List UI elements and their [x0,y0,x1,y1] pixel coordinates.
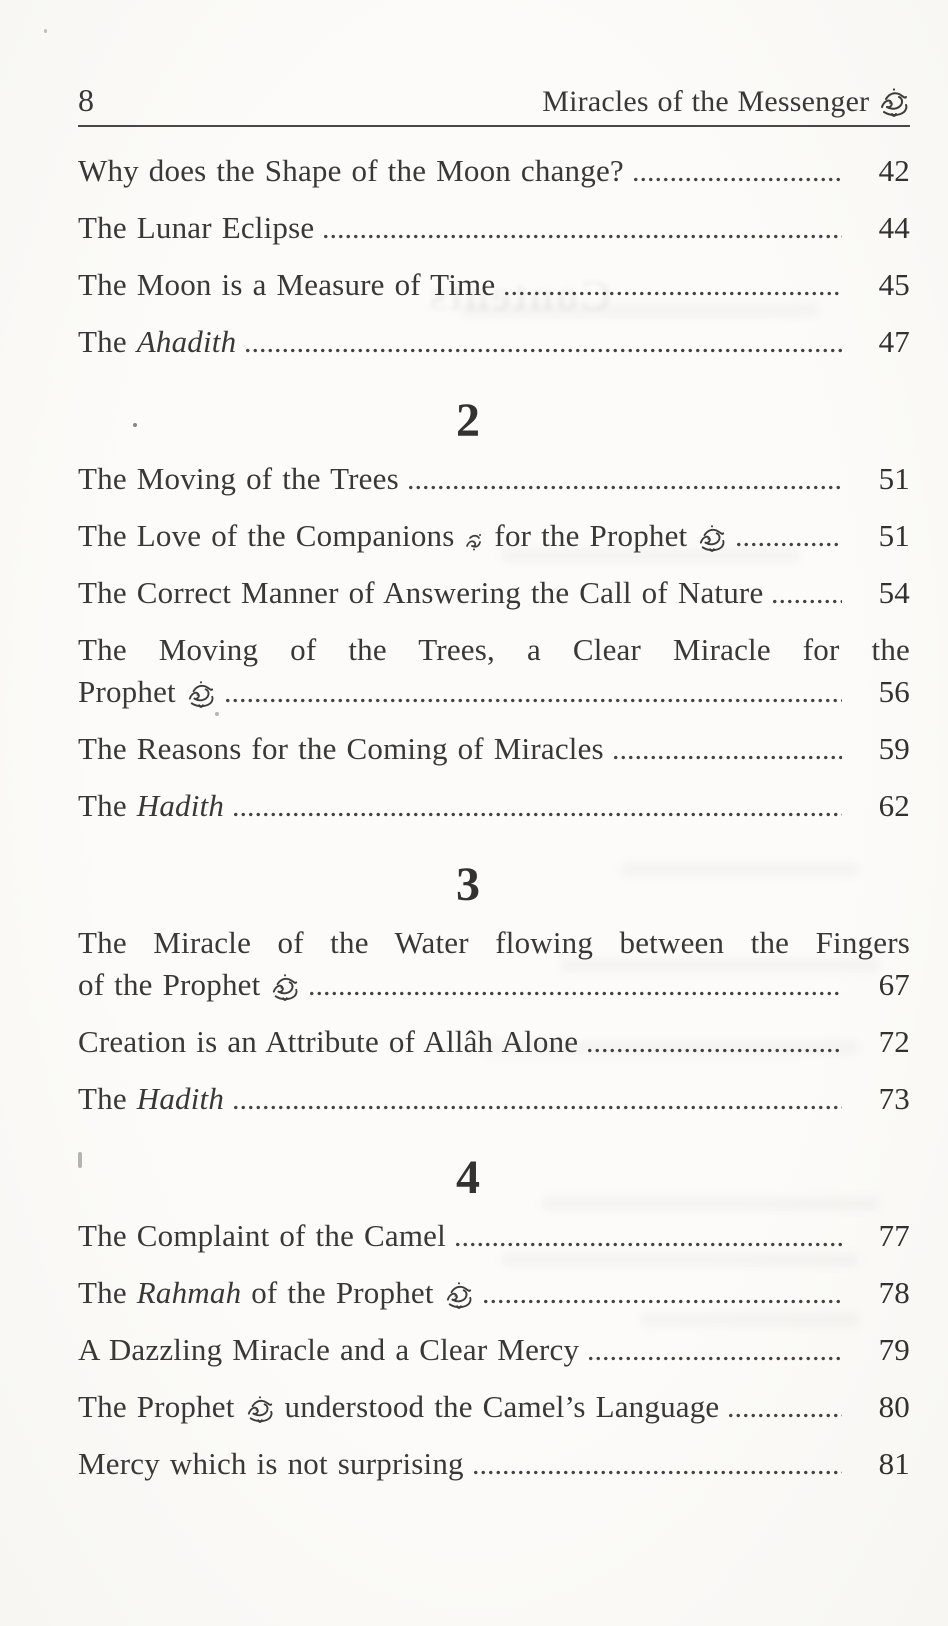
saw-honorific-icon [270,973,300,1001]
toc-entry [78,925,910,1003]
toc-entry-page-number: 45 [878,267,910,302]
page-number: 8 [78,82,94,118]
dot-leader [224,674,842,710]
chapter-number-heading: 2 [456,394,480,447]
toc-entry-row [78,1275,910,1311]
toc-entry-row [78,674,910,710]
toc-entry-title: The Correct Manner of Answering the Call of Nature [78,575,764,610]
page-header [78,82,910,120]
toc-entry-title: The Reasons for the Coming of Miracles [78,731,604,766]
ink-speck [44,29,47,33]
saw-honorific-icon [878,87,910,117]
toc-entry [78,788,910,824]
toc-entry-page-number: 77 [878,1218,910,1253]
toc-entry-title: Mercy which is not surprising [78,1446,464,1481]
toc-entry-page-number: 51 [878,518,910,553]
table-of-contents [78,153,910,1482]
toc-entry-page-number: 42 [878,153,910,188]
toc-entry-page-number: 54 [878,575,910,610]
toc-entry [78,210,910,246]
toc-entry [78,1389,910,1425]
toc-entry-title: The Complaint of the Camel [78,1218,446,1253]
running-title: Miracles of the Messenger [542,84,910,120]
toc-entry-title: The Prophet understood the Camel’s Language [78,1389,720,1424]
toc-entry [78,153,910,189]
transliterated-term: Ahadith [136,324,237,359]
toc-entry [78,267,910,303]
toc-entry-page-number: 72 [878,1024,910,1059]
dot-leader [587,1332,842,1368]
dot-leader [472,1446,842,1482]
toc-entry-row [78,324,910,360]
toc-entry-title: The Moon is a Measure of Time [78,267,496,302]
toc-entry-title: The Hadith [78,1081,225,1116]
toc-entry-page-number: 56 [878,674,910,709]
toc-entry [78,731,910,767]
ra-honorific-icon [464,532,484,552]
toc-entry-title: The Hadith [78,788,225,823]
toc-entry-row [78,1446,910,1482]
toc-entry-title: The Rahmah of the Prophet [78,1275,474,1311]
saw-honorific-icon [245,1395,275,1423]
dot-leader [454,1218,842,1254]
toc-entry-page-number: 78 [878,1275,910,1310]
toc-entry-row [78,153,910,189]
toc-entry-title: The Love of the Companions for the Prophet [78,518,727,554]
saw-honorific-icon [697,524,727,552]
toc-entry-page-number: 62 [878,788,910,823]
dot-leader [322,210,842,246]
toc-entry-row [78,267,910,303]
toc-entry-row [78,575,910,611]
chapter-number-heading: 3 [456,858,480,911]
dot-leader [308,967,842,1003]
toc-entry [78,575,910,611]
toc-entry [78,1446,910,1482]
toc-entry-title: A Dazzling Miracle and a Clear Mercy [78,1332,580,1367]
toc-entry-row [78,518,910,554]
toc-entry-page-number: 51 [878,461,910,496]
toc-entry-page-number: 67 [878,967,910,1002]
dot-leader [771,575,842,611]
toc-entry-row [78,1024,910,1060]
dot-leader [586,1024,842,1060]
toc-entry [78,518,910,554]
toc-entry-row [78,1218,910,1254]
toc-entry-page-number: 59 [878,731,910,766]
dot-leader [632,153,842,189]
toc-entry-title: The Moving of the Trees [78,461,399,496]
dot-leader [232,1081,842,1117]
toc-entry [78,1332,910,1368]
toc-entry [78,1081,910,1117]
dot-leader [735,518,842,554]
toc-entry [78,1218,910,1254]
dot-leader [244,324,842,360]
dot-leader [232,788,842,824]
dot-leader [727,1389,842,1425]
toc-entry [78,461,910,497]
toc-entry-title-line1: The Moving of the Trees, a Clear Miracle for the [78,632,910,667]
dot-leader [407,461,842,497]
toc-entry-title: of the Prophet [78,967,300,1003]
toc-entry [78,1024,910,1060]
toc-entry [78,1275,910,1311]
toc-entry-page-number: 80 [878,1389,910,1424]
toc-entry-page-number: 73 [878,1081,910,1116]
toc-entry-row [78,967,910,1003]
toc-entry-title: Creation is an Attribute of Allâh Alone [78,1024,579,1059]
toc-entry-row [78,210,910,246]
toc-entry-page-number: 79 [878,1332,910,1367]
header-rule [78,125,910,127]
dot-leader [503,267,842,303]
toc-entry [78,632,910,710]
toc-entry-row [78,1389,910,1425]
dot-leader [482,1275,842,1311]
toc-entry-title: Prophet [78,674,216,710]
toc-entry-row [78,731,910,767]
toc-entry-title: Why does the Shape of the Moon change? [78,153,624,188]
toc-entry-title: The Lunar Eclipse [78,210,315,245]
toc-entry-title-line1: The Miracle of the Water flowing between the Fingers [78,925,910,960]
transliterated-term: Hadith [136,788,225,823]
toc-entry-title: The Ahadith [78,324,237,359]
transliterated-term: Hadith [136,1081,225,1116]
toc-entry-row [78,788,910,824]
transliterated-term: Rahmah [136,1275,242,1310]
saw-honorific-icon [444,1281,474,1309]
toc-entry-row [78,1081,910,1117]
toc-entry-page-number: 44 [878,210,910,245]
chapter-number-heading: 4 [456,1151,480,1204]
toc-entry-page-number: 47 [878,324,910,359]
toc-entry-row [78,461,910,497]
saw-honorific-icon [186,680,216,708]
dot-leader [612,731,842,767]
toc-entry-page-number: 81 [878,1446,910,1481]
toc-entry-row [78,1332,910,1368]
toc-entry [78,324,910,360]
